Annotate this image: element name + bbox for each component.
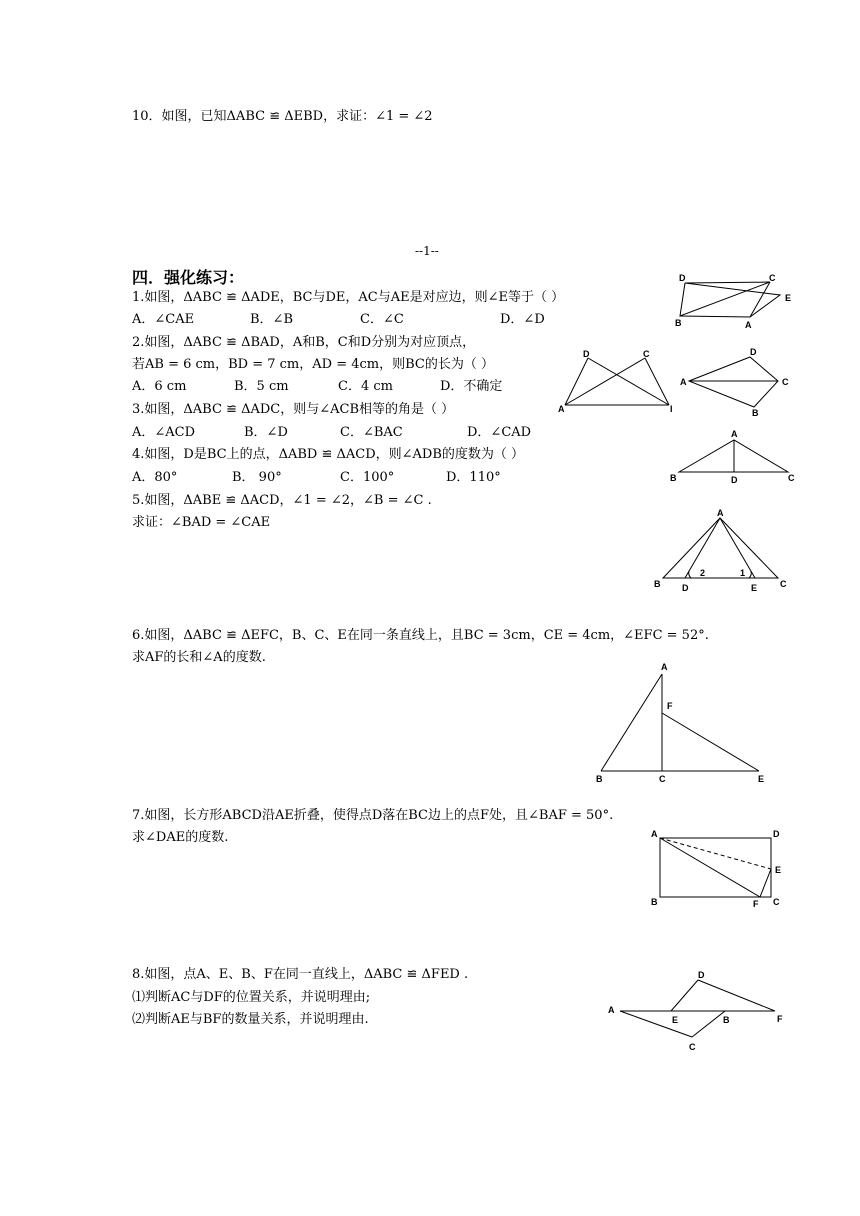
problem-2-option-a: A．6 cm xyxy=(132,379,187,394)
fig4-label-b: B xyxy=(670,473,677,483)
problem-4-option-d: D．110° xyxy=(446,470,501,485)
section-title: 四．强化练习： xyxy=(132,268,245,287)
problem-6-stem: 6.如图，ΔABC ≌ ΔEFC，B、C、E在同一条直线上，且BC = 3cm，CE = 4cm，∠EFC = 52°. xyxy=(132,628,709,643)
figure-3 xyxy=(680,347,789,418)
problem-4-option-c: C．100° xyxy=(340,470,395,485)
problem-3-option-a: A．∠ACD xyxy=(132,425,196,440)
problem-3-option-b: B．∠D xyxy=(244,425,288,440)
fig1-label-b: B xyxy=(675,318,682,328)
problem-1-stem: 1.如图，ΔABC ≌ ΔADE，BC与DE，AC与AE是对应边，则∠E等于（ ） xyxy=(132,290,565,305)
problem-5-prove: 求证：∠BAD = ∠CAE xyxy=(132,515,271,530)
fig2-label-i: I xyxy=(670,404,673,414)
fig7-label-e: E xyxy=(775,865,782,875)
problem-1-option-c: C．∠C xyxy=(360,312,404,327)
problem-4-option-a: A．80° xyxy=(132,470,178,485)
figure-1 xyxy=(675,273,791,330)
problem-5-stem: 5.如图，ΔABE ≌ ΔACD，∠1 = ∠2，∠B = ∠C . xyxy=(132,493,432,508)
fig6-label-f: F xyxy=(667,701,673,711)
fig5-label-c: C xyxy=(780,579,787,589)
fig1-label-a: A xyxy=(745,320,752,330)
figure-2 xyxy=(558,349,673,414)
fig5-label-angle-1: 1 xyxy=(740,568,746,578)
problem-2-stem: 2.如图，ΔABC ≌ ΔBAD，A和B，C和D分别为对应顶点， xyxy=(132,335,476,350)
figure-5 xyxy=(654,508,787,593)
figure-4 xyxy=(670,429,795,485)
fig7-label-b: B xyxy=(651,897,658,907)
fig1-label-d: D xyxy=(679,273,686,283)
fig4-label-a: A xyxy=(731,429,738,439)
problem-2-option-d: D．不确定 xyxy=(440,379,503,394)
fig8-label-d: D xyxy=(698,970,705,980)
fig3-label-d: D xyxy=(750,347,757,357)
fig2-label-d: D xyxy=(583,349,590,359)
fig3-label-a: A xyxy=(680,377,687,387)
fig5-label-angle-2: 2 xyxy=(700,568,706,578)
fig8-label-c: C xyxy=(689,1042,696,1052)
figure-8 xyxy=(608,970,783,1052)
fig7-label-c: C xyxy=(773,897,780,907)
fig2-label-c: C xyxy=(643,349,650,359)
fig5-label-e: E xyxy=(751,583,758,593)
problem-1-option-a: A．∠CAE xyxy=(132,312,195,327)
figure-6 xyxy=(596,662,764,784)
question-10: 10．如图，已知ΔABC ≌ ΔEBD，求证：∠1 = ∠2 xyxy=(132,109,433,124)
fig2-label-a: A xyxy=(558,404,565,414)
fig8-label-a: A xyxy=(608,1005,615,1015)
page-number: --1-- xyxy=(415,244,439,258)
problem-4-stem: 4.如图，D是BC上的点，ΔABD ≌ ΔACD，则∠ADB的度数为（ ） xyxy=(132,447,525,462)
fig8-label-f: F xyxy=(777,1014,783,1024)
fig5-label-a: A xyxy=(717,508,724,518)
fig7-label-d: D xyxy=(773,829,780,839)
figure-7 xyxy=(651,829,781,909)
problem-3-stem: 3.如图，ΔABC ≌ ΔADC，则与∠ACB相等的角是（ ） xyxy=(132,402,455,417)
problem-7-stem: 7.如图，长方形ABCD沿AE折叠，使得点D落在BC边上的点F处，且∠BAF = 50°. xyxy=(132,808,614,823)
fig1-label-c: C xyxy=(769,273,776,283)
problem-8-stem: 8.如图，点A、E、B、F在同一直线上，ΔABC ≌ ΔFED . xyxy=(132,967,469,982)
fig4-label-d: D xyxy=(731,475,738,485)
problem-2-option-b: B．5 cm xyxy=(234,379,289,394)
fig8-label-b: B xyxy=(723,1015,730,1025)
fig5-label-d: D xyxy=(682,583,689,593)
fig8-label-e: E xyxy=(672,1015,679,1025)
problem-2-option-c: C．4 cm xyxy=(338,379,393,394)
fig1-label-e: E xyxy=(785,293,792,303)
fig5-label-b: B xyxy=(654,579,661,589)
fig7-label-f: F xyxy=(753,899,759,909)
problem-8-part-1: ⑴判断AC与DF的位置关系，并说明理由; xyxy=(132,990,371,1005)
fig3-label-b: B xyxy=(752,408,759,418)
fig6-label-b: B xyxy=(596,774,603,784)
fig4-label-c: C xyxy=(788,473,795,483)
problem-8-part-2: ⑵判断AE与BF的数量关系，并说明理由. xyxy=(132,1012,369,1027)
fig6-label-a: A xyxy=(661,662,668,672)
fig6-label-c: C xyxy=(659,774,666,784)
problem-2-stem-2: 若AB = 6 cm，BD = 7 cm，AD = 4cm，则BC的长为（ ） xyxy=(132,357,494,372)
fig3-label-c: C xyxy=(782,377,789,387)
problem-1-option-b: B．∠B xyxy=(250,312,293,327)
problem-6-ask: 求AF的长和∠A的度数. xyxy=(132,650,266,665)
problem-7-ask: 求∠DAE的度数. xyxy=(132,830,229,845)
problem-4-option-b: B． 90° xyxy=(232,470,282,485)
fig7-label-a: A xyxy=(651,829,658,839)
problem-3-option-c: C．∠BAC xyxy=(340,425,403,440)
fig6-label-e: E xyxy=(758,774,765,784)
problem-3-option-d: D．∠CAD xyxy=(467,425,532,440)
problem-1-option-d: D．∠D xyxy=(500,312,545,327)
